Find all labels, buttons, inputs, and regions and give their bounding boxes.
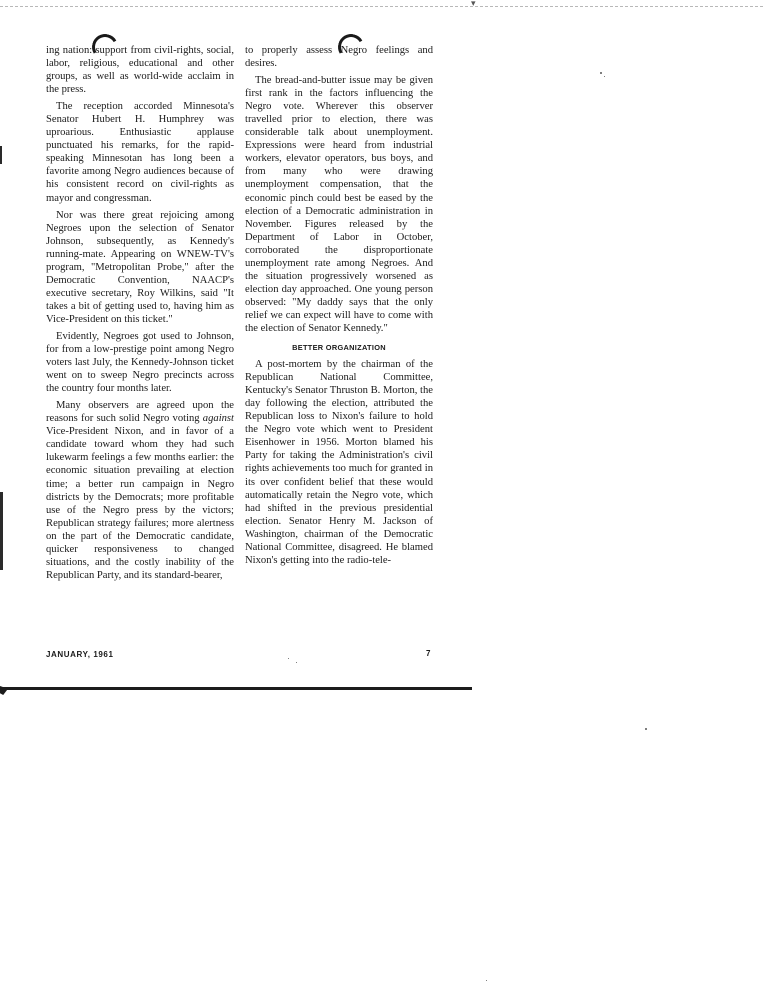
paragraph: to properly assess Negro feelings and desires.	[245, 45, 433, 70]
bottom-rule	[0, 687, 472, 690]
issue-date: JANUARY, 1961	[46, 650, 114, 659]
article-column-left	[46, 44, 234, 586]
scan-margin-mark	[0, 146, 2, 164]
paragraph: The bread-and-butter issue may be given first rank in the factors influencing the Negro vote. Wherever this observer travelled prior to election, there was considerable talk about unemployment. Expressions were heard from industrial workers, elevator operators, bus boys, and from many who were drawing unemployment compensation, that the economic pinch could best be eased by the election of a Democratic administration in November. Figures released by the Department of Labor in October, corroborated the disproportionate unemployment rate among Negroes. And the situation progressively worsened as election day approached. One young person observed: "My daddy says that the only relief we can expect will have to come with the election of Senator Kennedy."	[245, 75, 433, 334]
top-edge-line	[0, 6, 763, 7]
section-subhead: BETTER ORGANIZATION	[292, 343, 386, 353]
scan-speck	[645, 728, 647, 730]
scan-margin-mark	[0, 492, 3, 570]
paragraph: The reception accorded Minnesota's Senator Hubert H. Humphrey was uproarious. Enthusiastic applause punctuated his remarks, for the rapid-speaking Minnesotan has long been a favorite among Negro audiences because of his consistent record on civil-rights as mayor and congressman.	[46, 101, 234, 204]
scan-speck	[600, 72, 602, 74]
paragraph: A post-mortem by the chairman of the Republican National Committee, Kentucky's Senator Thruston B. Morton, the day following the election, attributed the Republican loss to Nixon's failure to hold the Negro vote which went to President Eisenhower in 1956. Morton blamed his Party for taking the Administration's civil rights achievements too much for granted in its over confident belief that these would automatically retain the Negro vote, which had shifted in the previous presidential election. Senator Henry M. Jackson of Washington, chairman of the Democratic National Committee, disagreed. He blamed Nixon's getting into the radio-tele-	[245, 359, 433, 566]
scan-speck	[486, 980, 487, 981]
scan-speck	[288, 658, 289, 659]
scan-speck	[604, 76, 605, 77]
paragraph: Evidently, Negroes got used to Johnson, for from a low-prestige point among Negro voters last July, the Kennedy-Johnson ticket went on to sweep Negro precincts across the country four months later.	[46, 330, 234, 395]
text-run: Many observers are agreed upon the reasons for such solid Negro voting	[46, 400, 234, 425]
paragraph	[46, 399, 234, 582]
page-number: 7	[426, 649, 431, 658]
emphasis: against	[202, 413, 234, 425]
top-edge-mark: ▾	[471, 0, 476, 9]
article-column-right	[245, 44, 433, 571]
paragraph: ing nation: support from civil-rights, social, labor, religious, educational and other groups, as well as world-wide acclaim in the press.	[46, 45, 234, 96]
text-run: Vice-President Nixon, and in favor of a candidate toward whom they had such lukewarm feelings a few months earlier: the economic situation prevailing at election time; a better run campaign in Negro districts by the Democrats; more profitable use of the Negro press by the victors; Republican strategy failures; more alertness on the part of the Democratic candidate, quicker responsiveness to changed situations, and the costly inability of the Republican Party, and its standard-bearer,	[46, 426, 234, 581]
scan-speck	[296, 662, 297, 663]
paragraph: Nor was there great rejoicing among Negroes upon the selection of Senator Johnson, subsequently, as Kennedy's running-mate. Appearing on WNEW-TV's program, "Metropolitan Probe," after the Democratic Convention, NAACP's executive secretary, Roy Wilkins, said "It takes a bit of getting used to, having him as Vice-President on this ticket."	[46, 209, 234, 325]
